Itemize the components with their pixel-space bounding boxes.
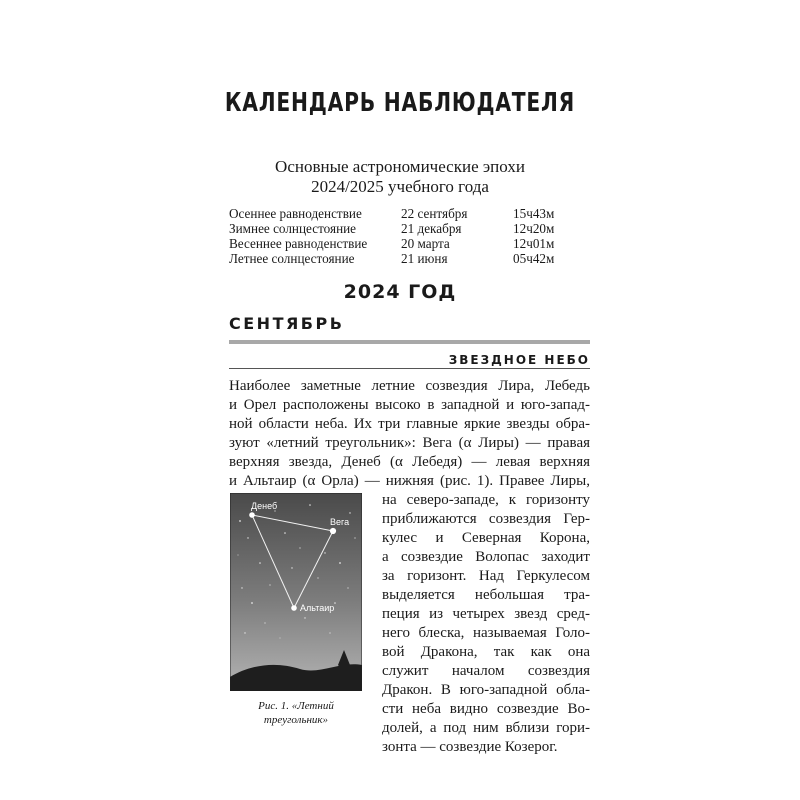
body-line: зонта — созвездие Козерог.	[382, 739, 558, 755]
epoch-time: 12ч01м	[513, 236, 555, 251]
star-altair	[291, 605, 297, 611]
label-deneb: Денеб	[251, 501, 278, 511]
body-line: пеция из четырех звезд сред-	[382, 606, 590, 622]
body-line: на северо-западе, к горизонту	[382, 492, 590, 508]
epoch-row	[229, 236, 579, 251]
body-line: Дракон. В юго-западной обла-	[382, 682, 590, 698]
body-line: него блеска, называемая Голо-	[382, 625, 590, 641]
epoch-row	[229, 251, 579, 266]
label-altair: Альтаир	[300, 603, 335, 613]
month-title: СЕНТЯБРЬ	[229, 314, 345, 333]
epoch-time: 15ч43м	[513, 206, 555, 221]
figure-caption-line2: треугольник»	[263, 714, 329, 726]
label-vega: Вега	[330, 517, 350, 527]
body-line: а созвездие Волопас заходит	[382, 549, 590, 565]
epoch-row	[229, 206, 579, 221]
body-line: Наиболее заметные летние созвездия Лира, Лебедь	[229, 378, 590, 394]
body-line: вой Дракона, так как она	[382, 644, 590, 660]
epochs-heading-line2: 2024/2025 учебного года	[311, 177, 489, 196]
star-deneb	[249, 512, 255, 518]
epochs-table	[229, 206, 579, 266]
body-line: долей, а под ним вблизи гори-	[382, 720, 590, 736]
epoch-date: 20 марта	[401, 236, 450, 251]
body-line: выделяется небольшая тра-	[382, 587, 590, 603]
body-line: за горизонт. Над Геркулесом	[382, 568, 590, 584]
body-line: ной области неба. Их три главные яркие звезды обра-	[229, 416, 590, 432]
epoch-row	[229, 221, 579, 236]
body-line: зуют «летний треугольник»: Вега (α Лиры) — правая	[229, 435, 590, 451]
figure-caption-line1: Рис. 1. «Летний	[258, 700, 334, 712]
epoch-name: Летнее солнцестояние	[229, 251, 355, 266]
epoch-time: 05ч42м	[513, 251, 555, 266]
body-line: и Орел расположены высоко в западной и юго-запад-	[229, 397, 590, 413]
body-line: верхняя звезда, Денеб (α Лебедя) — левая верхняя	[229, 454, 590, 470]
epoch-name: Зимнее солнцестояние	[229, 221, 357, 236]
epoch-name: Осеннее равноденствие	[229, 206, 362, 221]
epoch-date: 21 декабря	[401, 221, 462, 236]
body-line: сти неба видно созвездие Во-	[382, 701, 590, 717]
body-line: и Альтаир (α Орла) — нижняя (рис. 1). Правее Лиры,	[229, 473, 590, 489]
epoch-date: 21 июня	[401, 251, 448, 266]
star-vega	[330, 528, 336, 534]
epoch-date: 22 сентября	[401, 206, 468, 221]
summer-triangle-figure	[230, 493, 362, 691]
page-title: КАЛЕНДАРЬ НАБЛЮДАТЕЛЯ	[224, 88, 576, 118]
body-line: служит началом созвездия	[382, 663, 590, 679]
section-divider	[229, 368, 590, 369]
year-title: 2024 ГОД	[343, 281, 457, 303]
body-line: приближаются созвездия Гер-	[382, 511, 590, 527]
month-divider	[229, 340, 590, 344]
epochs-heading-line1: Основные астрономические эпохи	[275, 157, 525, 176]
sky-illustration	[230, 493, 362, 691]
section-title: ЗВЕЗДНОЕ НЕБО	[448, 353, 590, 367]
epoch-time: 12ч20м	[513, 221, 555, 236]
body-line: кулес и Северная Корона,	[382, 530, 590, 546]
epoch-name: Весеннее равноденствие	[229, 236, 368, 251]
